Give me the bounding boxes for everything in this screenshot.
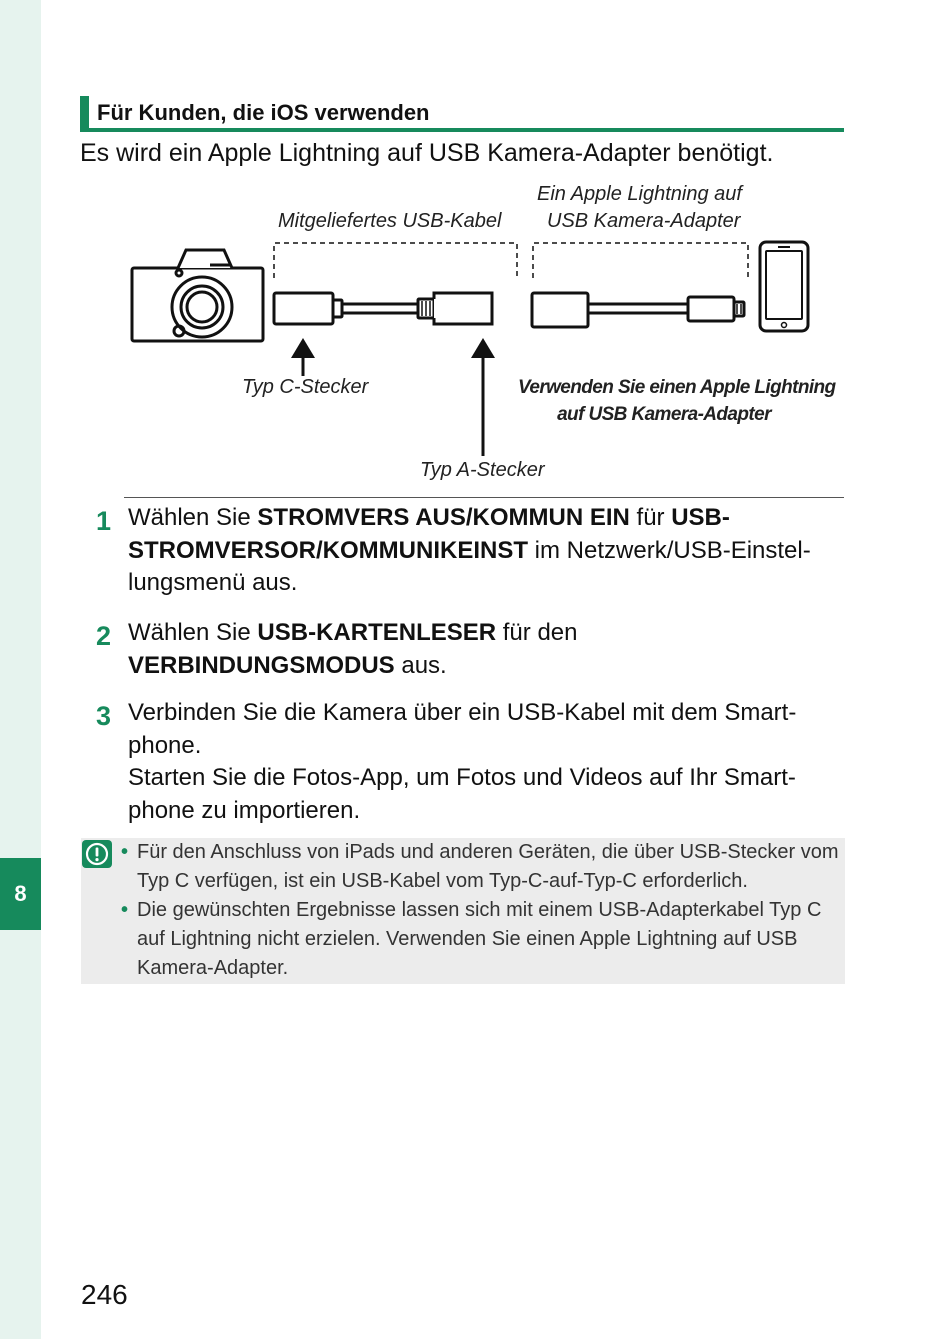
label-adapter-line2: USB Kamera-Adapter — [547, 210, 741, 232]
note-item: • Für den Anschluss von iPads und anderen Geräten, die über USB-Stecker vom Typ C verfügen, ist ein USB-Kabel vom Typ-C-auf-Typ-C erforderlich. — [121, 838, 841, 896]
brackets — [274, 243, 748, 278]
side-strip — [0, 0, 41, 1339]
step-3-line-2: Starten Sie die Fotos-App, um Fotos und Videos auf Ihr Smartphone zu importieren. — [128, 764, 796, 824]
label-supplied-cable: Mitgeliefertes USB-Kabel — [278, 210, 502, 232]
step-text: Wählen Sie STROMVERS AUS/KOMMUN EIN für USB-STROMVERSOR/KOMMUNIKEINST im Netzwerk/USB-Einstellungsmenü aus. — [128, 504, 811, 596]
divider — [124, 497, 844, 498]
bullet-icon: • — [121, 841, 129, 863]
step-number: 2 — [96, 621, 112, 651]
smartphone-icon — [760, 242, 808, 331]
caution-icon — [82, 840, 112, 868]
note-item: • Die gewünschten Ergebnisse lassen sich mit einem USB-Adapterkabel Typ C auf Lightning nicht erzielen. Verwenden Sie einen Apple Lightning auf USB Kamera-Adapter. — [121, 896, 841, 983]
caution-note — [81, 838, 845, 984]
connection-diagram — [100, 180, 836, 490]
section-title: Für Kunden, die iOS verwenden — [97, 100, 430, 125]
section-heading — [80, 96, 844, 132]
label-adapter-line1: Ein Apple Lightning auf — [537, 183, 742, 205]
step-text: Wählen Sie USB-KARTENLESER für den VERBINDUNGSMODUS aus. — [128, 619, 578, 679]
step-number: 3 — [96, 701, 112, 731]
heading-accent-bar — [80, 96, 89, 132]
bullet-icon: • — [121, 899, 129, 921]
label-type-c: Typ C-Stecker — [242, 376, 369, 398]
intro-text: Es wird ein Apple Lightning auf USB Kamera-Adapter benötigt. — [80, 139, 774, 167]
camera-adapter-icon — [532, 293, 744, 327]
label-use-adapter-line1: Verwenden Sie einen Apple Lightning — [518, 377, 836, 398]
label-type-a: Typ A-Stecker — [420, 459, 545, 481]
step-3-line-1: Verbinden Sie die Kamera über ein USB-Kabel mit dem Smartphone. — [128, 699, 797, 759]
step-text — [128, 697, 838, 827]
page-number: 246 — [81, 1279, 128, 1310]
note-list — [121, 838, 841, 983]
usb-cable-icon — [274, 293, 492, 324]
camera-icon — [132, 250, 263, 341]
label-use-adapter-line2: auf USB Kamera-Adapter — [557, 404, 771, 425]
step-number: 1 — [96, 506, 112, 536]
chapter-tab[interactable]: 8 — [0, 858, 41, 930]
